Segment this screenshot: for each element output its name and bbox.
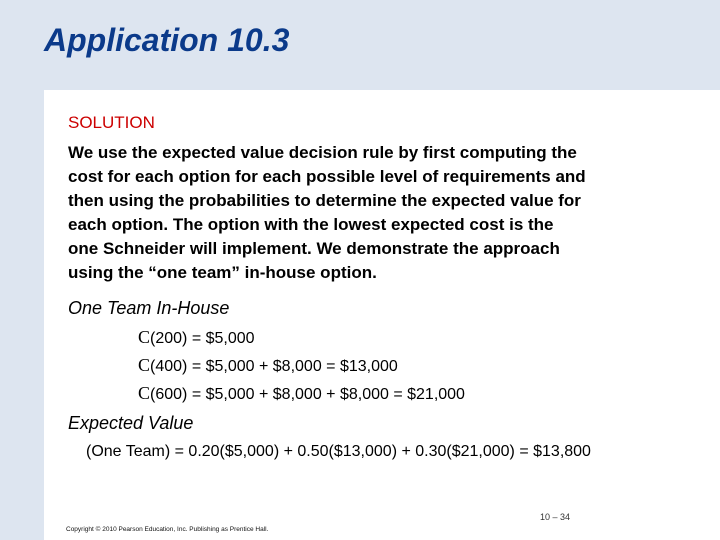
expected-value-equation: (One Team) = 0.20($5,000) + 0.50($13,000) + 0.30($21,000) = $13,800 (86, 443, 591, 460)
solution-line: each option. The option with the lowest expected cost is the (68, 215, 554, 234)
cost-function-symbol: C (138, 327, 151, 347)
left-band (0, 0, 44, 540)
solution-line: one Schneider will implement. We demonstrate the approach (68, 239, 560, 258)
cost-equation (138, 327, 255, 348)
solution-line: using the “one team” in-house option. (68, 263, 377, 282)
slide-title: Application 10.3 (44, 22, 290, 58)
cost-equation-text: (400) = $5,000 + $8,000 = $13,000 (150, 358, 398, 375)
cost-equation-text: (200) = $5,000 (150, 330, 255, 347)
cost-equation-text: (600) = $5,000 + $8,000 + $8,000 = $21,000 (150, 386, 465, 403)
cost-function-symbol: C (138, 355, 151, 375)
solution-line: We use the expected value decision rule by first computing the (68, 143, 577, 162)
solution-label: SOLUTION (68, 113, 155, 132)
expected-value-heading: Expected Value (68, 413, 194, 433)
cost-equation (138, 355, 398, 376)
page-number: 10 – 34 (540, 512, 571, 522)
copyright-notice: Copyright © 2010 Pearson Education, Inc. Publishing as Prentice Hall. (66, 526, 269, 533)
solution-line: cost for each option for each possible level of requirements and (68, 167, 586, 186)
cost-equation (138, 383, 465, 404)
cost-function-symbol: C (138, 383, 151, 403)
one-team-heading: One Team In-House (68, 298, 230, 318)
solution-line: then using the probabilities to determine the expected value for (68, 191, 581, 210)
